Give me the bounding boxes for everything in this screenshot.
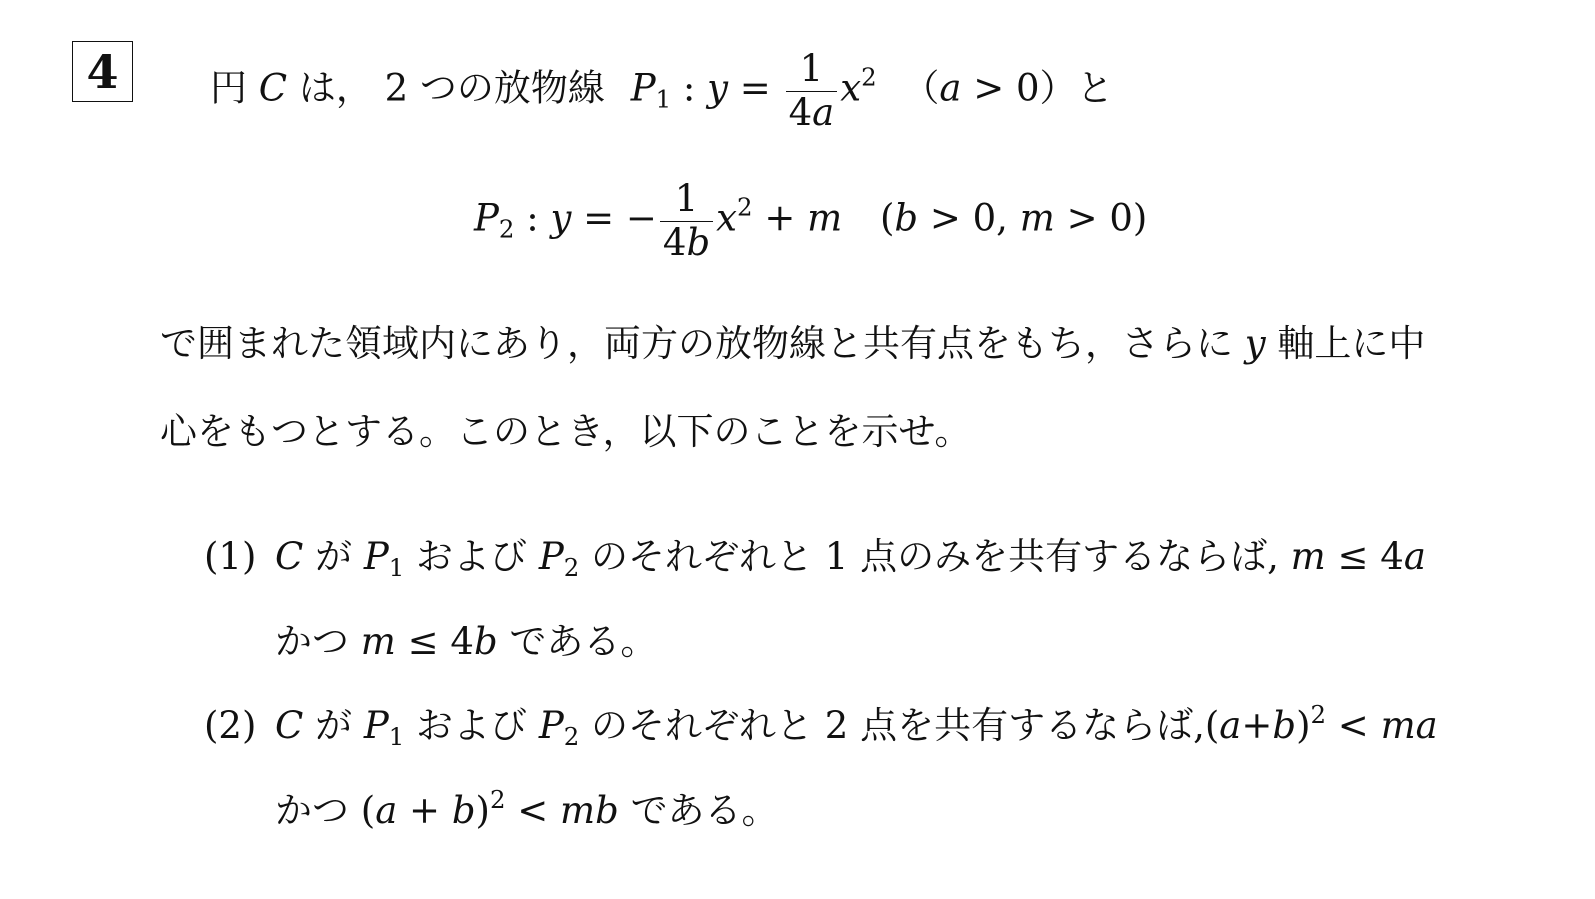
statement-line-1: [210, 48, 1114, 134]
item-2-label: [204, 704, 257, 747]
fraction: [660, 178, 713, 264]
math-var: y: [550, 196, 572, 240]
math-superscript: 2: [737, 192, 753, 222]
math-paren: ): [1132, 196, 1148, 240]
text-segment: 点のみを共有するならば,: [860, 535, 1279, 578]
math-var: P: [538, 704, 564, 747]
math-paren: (: [1204, 704, 1220, 747]
math-var: P: [474, 196, 499, 240]
text-segment: で囲まれた領域内にあり，両方の放物線と共有点をもち，さらに: [160, 322, 1233, 365]
text-segment: かつ: [275, 620, 349, 663]
math-op: >: [929, 196, 961, 240]
text-segment: 点を共有するならば,: [860, 704, 1205, 747]
fraction: [786, 48, 838, 134]
math-var: P: [363, 535, 389, 578]
item-2-line-1: [275, 699, 1438, 751]
math-number: 0,: [972, 196, 1008, 240]
fraction-denominator: [660, 222, 713, 265]
math-subscript: 2: [563, 552, 580, 582]
text-segment: および: [416, 535, 528, 578]
math-var: a: [1219, 704, 1242, 747]
math-var: m: [1380, 704, 1416, 747]
fraction-denominator: [786, 92, 838, 135]
math-superscript: 2: [489, 784, 506, 814]
math-paren: （: [902, 66, 940, 110]
item-1-label: [204, 535, 257, 578]
math-var: C: [275, 704, 304, 747]
math-paren: (: [360, 789, 376, 832]
math-var: C: [275, 535, 304, 578]
math-number: 4: [450, 620, 474, 663]
math-number: 4: [1380, 535, 1404, 578]
item-1-line-1: [275, 535, 1426, 582]
statement-line-4: [160, 410, 972, 453]
math-number: 2: [384, 66, 409, 110]
math-op: ≤: [407, 620, 439, 663]
fraction-numerator: 1: [660, 178, 713, 222]
math-paren: ）: [1039, 66, 1077, 110]
item-1-line-2: [275, 620, 658, 663]
math-op: =: [583, 196, 615, 240]
math-var: b: [686, 220, 711, 264]
math-var: a: [375, 789, 398, 832]
text-segment: および: [416, 704, 528, 747]
math-op: :: [682, 66, 696, 110]
math-number: 0: [1015, 66, 1040, 110]
math-var: P: [363, 704, 389, 747]
math-number: 4: [662, 220, 687, 264]
math-number: 1: [824, 535, 849, 578]
math-var: m: [560, 789, 596, 832]
math-op: <: [1337, 704, 1369, 747]
text-segment: 円: [210, 66, 247, 110]
math-op: =: [739, 66, 771, 110]
math-var: m: [1290, 535, 1326, 578]
fraction-numerator: 1: [786, 48, 838, 92]
math-var: a: [1403, 535, 1426, 578]
text-segment: である。: [630, 789, 779, 832]
math-number: 2: [824, 704, 849, 747]
math-op: +: [409, 789, 441, 832]
text-segment: のそれぞれと: [591, 535, 814, 578]
math-subscript: 1: [388, 721, 405, 751]
text-segment: が: [315, 704, 353, 747]
math-op: −: [625, 196, 657, 240]
math-var: b: [451, 789, 476, 832]
text-segment: と: [1076, 66, 1114, 110]
text-segment: 軸上に中: [1277, 322, 1426, 365]
item-label: (2): [204, 704, 257, 747]
math-var: a: [812, 90, 835, 134]
math-number: 4: [788, 90, 813, 134]
statement-line-3: [160, 322, 1426, 365]
math-var: m: [1019, 196, 1055, 240]
math-op: >: [973, 66, 1005, 110]
math-var: y: [707, 66, 729, 110]
math-subscript: 2: [563, 721, 580, 751]
math-subscript: 1: [655, 84, 672, 114]
math-var: b: [1272, 704, 1297, 747]
math-op: ≤: [1337, 535, 1369, 578]
math-var: P: [630, 66, 656, 110]
math-paren: ): [1296, 704, 1311, 747]
math-var: a: [939, 66, 962, 110]
math-op: :: [526, 196, 539, 240]
math-var: b: [894, 196, 919, 240]
math-superscript: 2: [861, 62, 877, 92]
math-number: 0: [1109, 196, 1133, 240]
math-var: C: [258, 66, 288, 110]
math-op: <: [517, 789, 549, 832]
math-paren: (: [879, 196, 895, 240]
math-var: a: [1415, 704, 1438, 747]
math-op: +: [764, 196, 796, 240]
math-op: >: [1066, 196, 1098, 240]
math-var: b: [473, 620, 498, 663]
item-label: (1): [204, 535, 257, 578]
math-subscript: 2: [498, 214, 515, 244]
math-var: x: [840, 66, 862, 110]
math-paren: ): [475, 789, 490, 832]
math-var: P: [538, 535, 564, 578]
math-var: m: [360, 620, 396, 663]
statement-line-2: [474, 178, 1147, 264]
text-segment: のそれぞれと: [591, 704, 814, 747]
text-segment: つの放物線: [419, 66, 605, 110]
math-superscript: 2: [1310, 699, 1327, 729]
math-subscript: 1: [388, 552, 405, 582]
text-segment: かつ: [275, 789, 349, 832]
math-var: b: [595, 789, 619, 832]
text-segment: 心をもつとする。このとき，以下のことを示せ。: [160, 410, 972, 453]
text-segment: が: [315, 535, 353, 578]
item-2-line-2: [275, 784, 779, 832]
math-var: m: [807, 196, 843, 240]
math-op: +: [1241, 704, 1273, 747]
math-var: y: [1244, 322, 1266, 365]
math-var: x: [716, 196, 738, 240]
text-segment: は，: [298, 66, 373, 110]
text-segment: である。: [509, 620, 658, 663]
problem-number: 4: [86, 44, 119, 99]
problem-number-box: [72, 41, 133, 102]
